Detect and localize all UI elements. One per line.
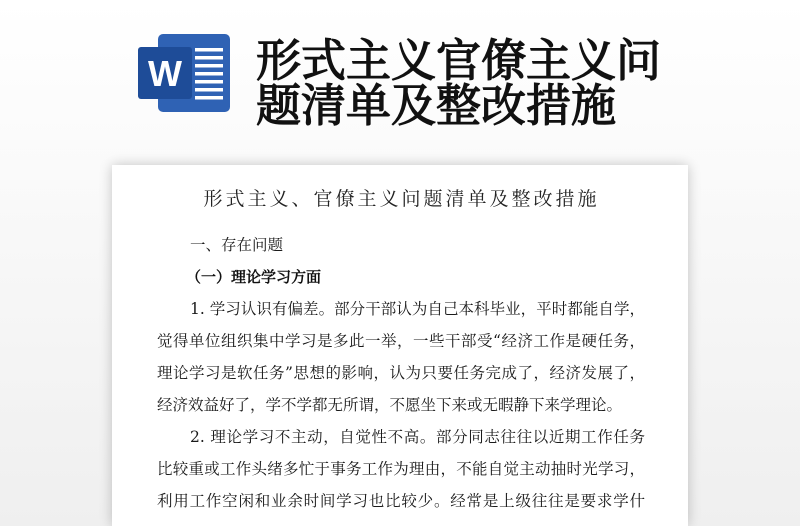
paragraph-line: 1. 学习认识有偏差。部分干部认为自己本科毕业，平时都能自学， [190,300,645,318]
word-logo-letter: W [148,53,182,94]
document-title-line: 题清单及整改措施 [256,79,617,132]
subsection-heading: （一）理论学习方面 [186,268,322,286]
document-paper [112,165,688,526]
paragraph [112,293,688,421]
paragraph-line: 经济效益好了，学不学都无所谓，不愿坐下来或无暇静下来学理论。 [157,396,623,414]
paper-title: 形式主义、官僚主义问题清单及整改措施 [203,188,600,210]
paragraph-line: 觉得单位组织集中学习是多此一举，一些干部受“经济工作是硬任务， [157,332,645,350]
word-document-icon [138,34,230,112]
paragraph-line: 2. 理论学习不主动，自觉性不高。部分同志往往以近期工作任务 [190,428,645,446]
paragraph-line: 理论学习是软任务”思想的影响，认为只要任务完成了，经济发展了， [157,364,645,382]
paragraph-line: 利用工作空闲和业余时间学习也比较少。经常是上级往往是要求学什 [157,492,645,510]
document-body [112,229,688,517]
section-heading: 一、存在问题 [190,236,284,254]
document-title [256,34,662,132]
preview-header [0,0,800,150]
paragraph-line: 比较重或工作头绪多忙于事务工作为理由，不能自觉主动抽时光学习， [157,460,645,478]
paragraph [112,421,688,517]
document-title-line: 形式主义官僚主义问 [256,34,662,87]
